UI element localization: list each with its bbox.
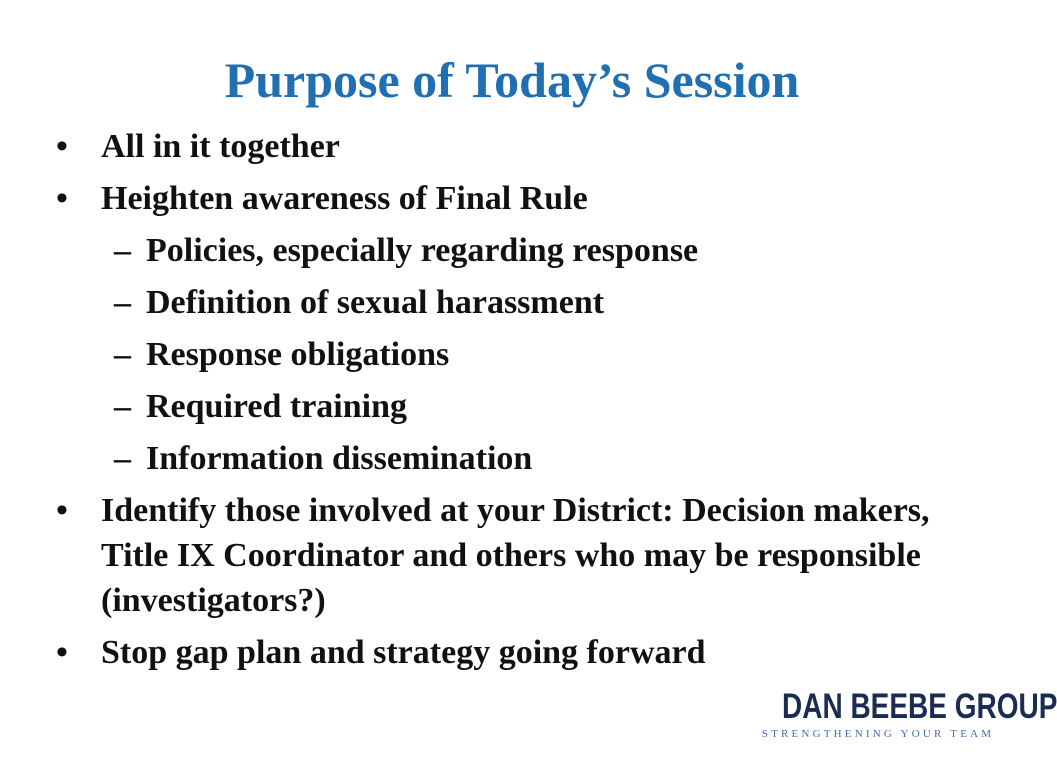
bullet-text: Stop gap plan and strategy going forward: [101, 634, 706, 671]
slide-title: Purpose of Today’s Session: [224, 52, 800, 108]
sub-bullet-marker: –: [114, 284, 131, 321]
bullet-item: [56, 488, 976, 623]
sub-bullet-text: Information dissemination: [146, 440, 533, 477]
bullet-marker: •: [56, 634, 68, 671]
logo-tagline: STRENGTHENING YOUR TEAM: [761, 728, 995, 740]
sub-bullet-marker: –: [114, 388, 131, 425]
bullet-marker: •: [56, 180, 68, 217]
bullet-item: [56, 124, 976, 169]
company-logo: [758, 687, 1057, 740]
bullet-text: Heighten awareness of Final Rule: [101, 180, 588, 217]
sub-bullet-marker: –: [114, 232, 131, 269]
sub-bullet-text: Policies, especially regarding response: [146, 232, 699, 269]
sub-bullet-item: [56, 332, 976, 377]
sub-bullet-item: [56, 436, 976, 481]
bullet-list: [56, 124, 976, 682]
bullet-item: [56, 176, 976, 221]
bullet-marker: •: [56, 492, 68, 529]
bullet-text: Identify those involved at your District: Decision makers, Title IX Coordinator and others who may be responsible (investigators?): [101, 492, 930, 619]
bullet-text: All in it together: [101, 128, 340, 165]
bullet-item: [56, 630, 976, 675]
logo-name: DAN BEEBE GROUP: [782, 687, 1057, 726]
sub-bullet-marker: –: [114, 336, 131, 373]
sub-bullet-text: Required training: [146, 388, 408, 425]
bullet-marker: •: [56, 128, 68, 165]
sub-bullet-item: [56, 280, 976, 325]
sub-bullet-item: [56, 384, 976, 429]
sub-bullet-marker: –: [114, 440, 131, 477]
sub-bullet-item: [56, 228, 976, 273]
sub-bullet-text: Response obligations: [146, 336, 450, 373]
sub-bullet-text: Definition of sexual harassment: [146, 284, 605, 321]
